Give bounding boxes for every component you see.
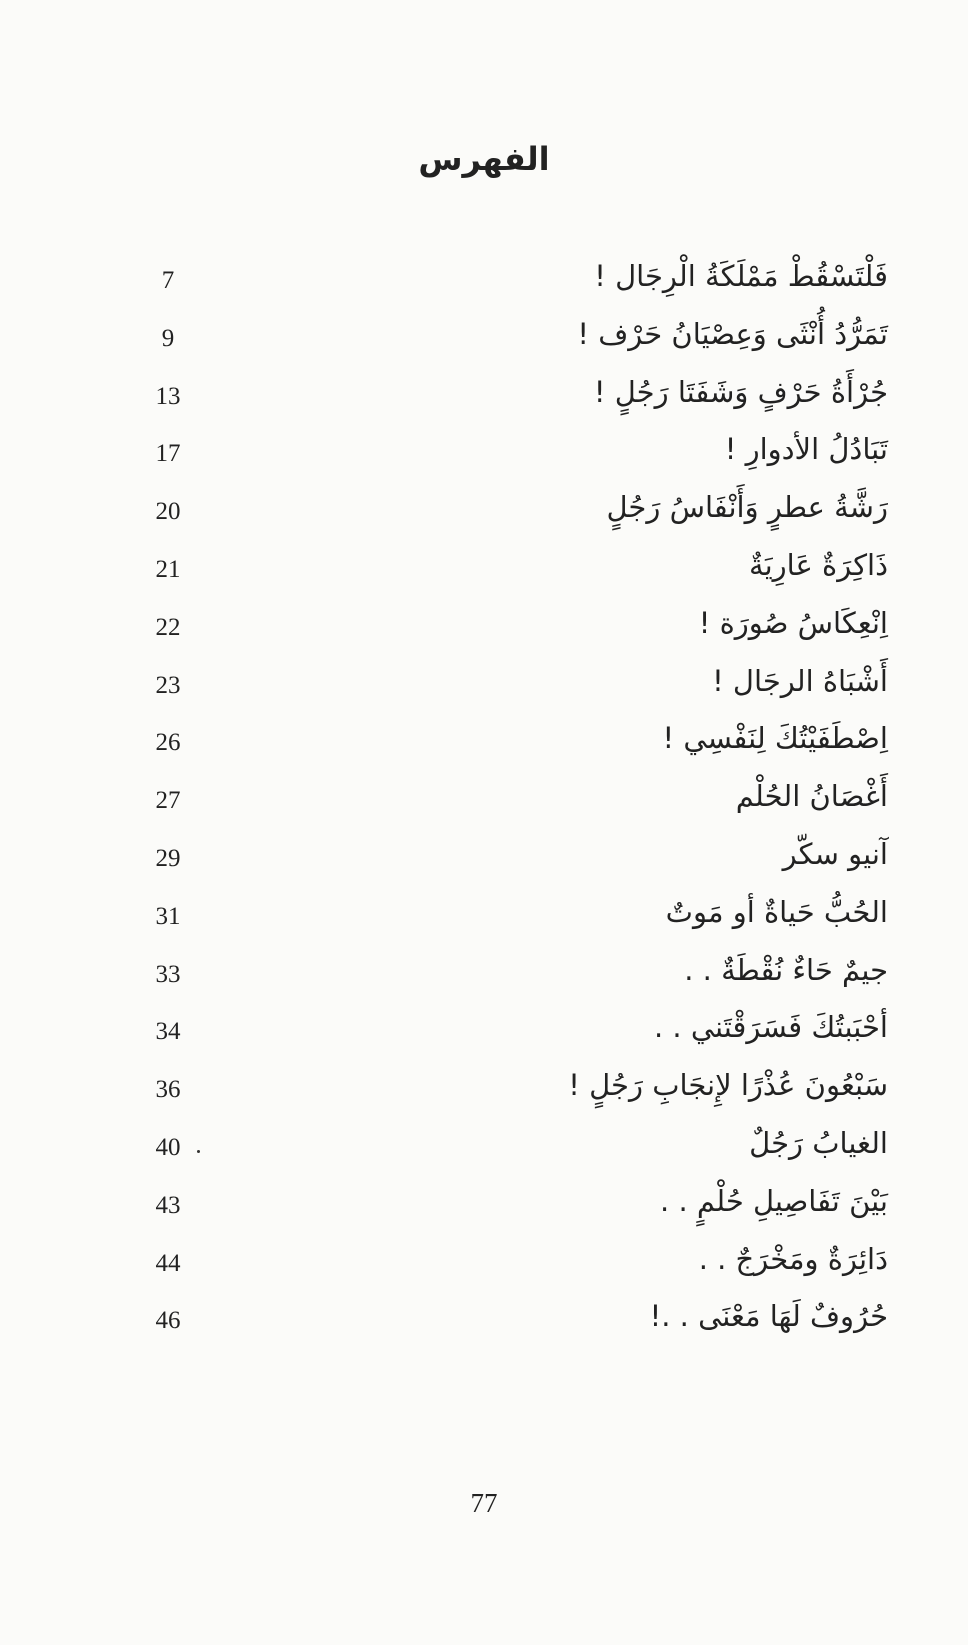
toc-entry-title: رَشَّةُ عطرٍ وَأَنْفَاسُ رَجُلٍ [606,490,888,525]
toc-entry-title: أحْبَبتُكَ فَسَرَقْتَني . . [653,1010,888,1045]
toc-entry-page-number: 27 [155,787,181,815]
toc-entry [0,545,968,606]
toc-entry [0,314,968,375]
toc-entry [0,718,968,779]
toc-entry [0,256,968,317]
toc-entry-page-number: 23 [155,671,181,699]
toc-entry-page-number: 31 [155,902,181,930]
toc-entry [0,1123,968,1184]
toc-entry-title: اِصْطَفَيْتُكَ لِنَفْسِي ! [662,721,888,756]
toc-entry-page-number: 46 [155,1307,181,1335]
toc-entry [0,1065,968,1126]
toc-entry-title: أَشْبَاهُ الرجَال ! [712,663,888,698]
toc-entry-page-number: 7 [161,267,175,294]
toc-entry [0,372,968,433]
toc-entry [0,834,968,895]
toc-entry-title: سَبْعُونَ عُذْرًا لإِنجَابِ رَجُلٍ ! [568,1068,888,1103]
toc-entry [0,603,968,664]
toc-entry [0,429,968,490]
toc-entry [0,950,968,1011]
toc-entry-page-number: 22 [155,613,181,641]
toc-entry-title: آنيو سكّر [782,837,888,871]
toc-entry-title: الحُبُّ حَياةٌ أو مَوتٌ [665,894,888,929]
toc-entry-title: الغيابُ رَجُلٌ [749,1126,888,1160]
toc-entry-page-number: 44 [155,1249,181,1277]
toc-entry-title: جُرْأَةُ حَرْفٍ وَشَفَتَا رَجُلٍ ! [593,374,888,409]
toc-entry-title: دَائِرَةٌ ومَخْرَجٌ . . [698,1241,888,1276]
toc-entry-title: ذَاكِرَةٌ عَارِيَةٌ [749,548,888,582]
page-title: الفهرس [418,140,550,178]
toc-entry-page-number: 13 [155,382,181,410]
toc-entry-page-number: 26 [155,729,181,757]
toc-entry [0,1296,968,1357]
toc-entry-title: بَيْنَ تَفَاصِيلِ حُلْمٍ . . [660,1183,888,1218]
toc-entry-title: فَلْتَسْقُطْ مَمْلَكَةُ الْرِجَال ! [594,259,888,293]
toc-entry-title: تَبَادُلُ الأدوارِ ! [724,432,888,467]
page-number: 77 [470,1488,498,1518]
toc-entry-page-number: 43 [155,1191,181,1219]
toc-entry [0,892,968,953]
print-speck [197,1150,200,1153]
toc-entry-title: اِنْعِكَاسُ صُورَة ! [698,605,888,640]
toc-entry [0,661,968,722]
toc-entry-title: تَمَرُّدُ أُنْثَى وَعِصْيَانُ حَرْف ! [577,316,888,351]
toc-entry-title: أَغْصَانُ الحُلْم [735,779,888,814]
toc-entry-page-number: 17 [155,440,181,468]
toc-entry-page-number: 34 [155,1018,181,1046]
toc-entry-page-number: 40 [155,1134,181,1161]
toc-entry-page-number: 20 [155,498,181,526]
toc-entry-page-number: 33 [155,960,181,988]
toc-entry [0,487,968,548]
toc-entry [0,1239,968,1300]
toc-entry-page-number: 36 [155,1076,181,1104]
toc-entry [0,776,968,837]
toc-entry-title: حُرُوفٌ لَهَا مَعْنَى . .! [649,1299,888,1334]
toc-entry-page-number: 29 [155,845,181,872]
toc-entry [0,1181,968,1242]
toc-entry-title: جيمٌ حَاءٌ نُقْطَةٌ . . [684,952,888,987]
toc-entry-page-number: 9 [161,324,175,352]
toc-entry [0,1007,968,1068]
toc-entry-page-number: 21 [155,556,181,583]
